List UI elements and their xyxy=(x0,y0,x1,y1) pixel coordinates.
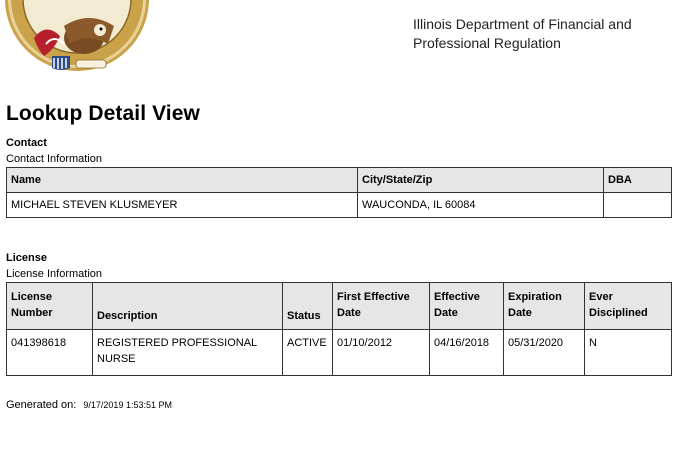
agency-name-line-1: Illinois Department of Financial and xyxy=(413,16,632,32)
cell-first-effective-date: 01/10/2012 xyxy=(333,330,430,376)
contact-section-title: Contact xyxy=(6,137,47,149)
generated-on xyxy=(6,399,172,411)
header-text: Date xyxy=(508,307,532,319)
table-row xyxy=(7,330,672,376)
license-section-title: License xyxy=(6,252,47,264)
column-header-expiration-date xyxy=(504,283,585,330)
cell-effective-date: 04/16/2018 xyxy=(430,330,504,376)
header-text: Disciplined xyxy=(589,307,648,319)
column-header-description: Description xyxy=(93,283,283,330)
contact-section-subtitle: Contact Information xyxy=(6,153,102,165)
header-text: Number xyxy=(11,307,53,319)
header-text: Expiration xyxy=(508,291,562,303)
column-header-city-state-zip: City/State/Zip xyxy=(358,168,604,193)
column-header-ever-disciplined xyxy=(585,283,672,330)
contact-header-row xyxy=(7,168,672,193)
description-text: REGISTERED PROFESSIONAL xyxy=(97,337,258,349)
column-header-dba: DBA xyxy=(604,168,672,193)
license-table xyxy=(6,282,672,376)
cell-ever-disciplined: N xyxy=(585,330,672,376)
header-text: First Effective xyxy=(337,291,410,303)
agency-name-line-2: Professional Regulation xyxy=(413,35,561,51)
column-header-effective-date xyxy=(430,283,504,330)
page-title: Lookup Detail View xyxy=(6,102,200,125)
header-text: Ever xyxy=(589,291,613,303)
cell-dba xyxy=(604,193,672,218)
column-header-status: Status xyxy=(283,283,333,330)
cell-status: ACTIVE xyxy=(283,330,333,376)
contact-table xyxy=(6,167,672,218)
header-text: License xyxy=(11,291,52,303)
description-text: NURSE xyxy=(97,353,136,365)
header-text: Date xyxy=(434,307,458,319)
license-section-subtitle: License Information xyxy=(6,268,102,280)
generated-label: Generated on: xyxy=(6,399,77,411)
generated-timestamp: 9/17/2019 1:53:51 PM xyxy=(83,400,172,410)
cell-description xyxy=(93,330,283,376)
column-header-first-effective-date xyxy=(333,283,430,330)
header-text: Date xyxy=(337,307,361,319)
cell-license-number: 041398618 xyxy=(7,330,93,376)
cell-expiration-date: 05/31/2020 xyxy=(504,330,585,376)
agency-name xyxy=(413,15,632,53)
header-text: Effective xyxy=(434,291,480,303)
column-header-license-number xyxy=(7,283,93,330)
illinois-seal-icon xyxy=(4,0,150,72)
license-header-row xyxy=(7,283,672,330)
table-row xyxy=(7,193,672,218)
column-header-name: Name xyxy=(7,168,358,193)
cell-name: MICHAEL STEVEN KLUSMEYER xyxy=(7,193,358,218)
cell-city-state-zip: WAUCONDA, IL 60084 xyxy=(358,193,604,218)
